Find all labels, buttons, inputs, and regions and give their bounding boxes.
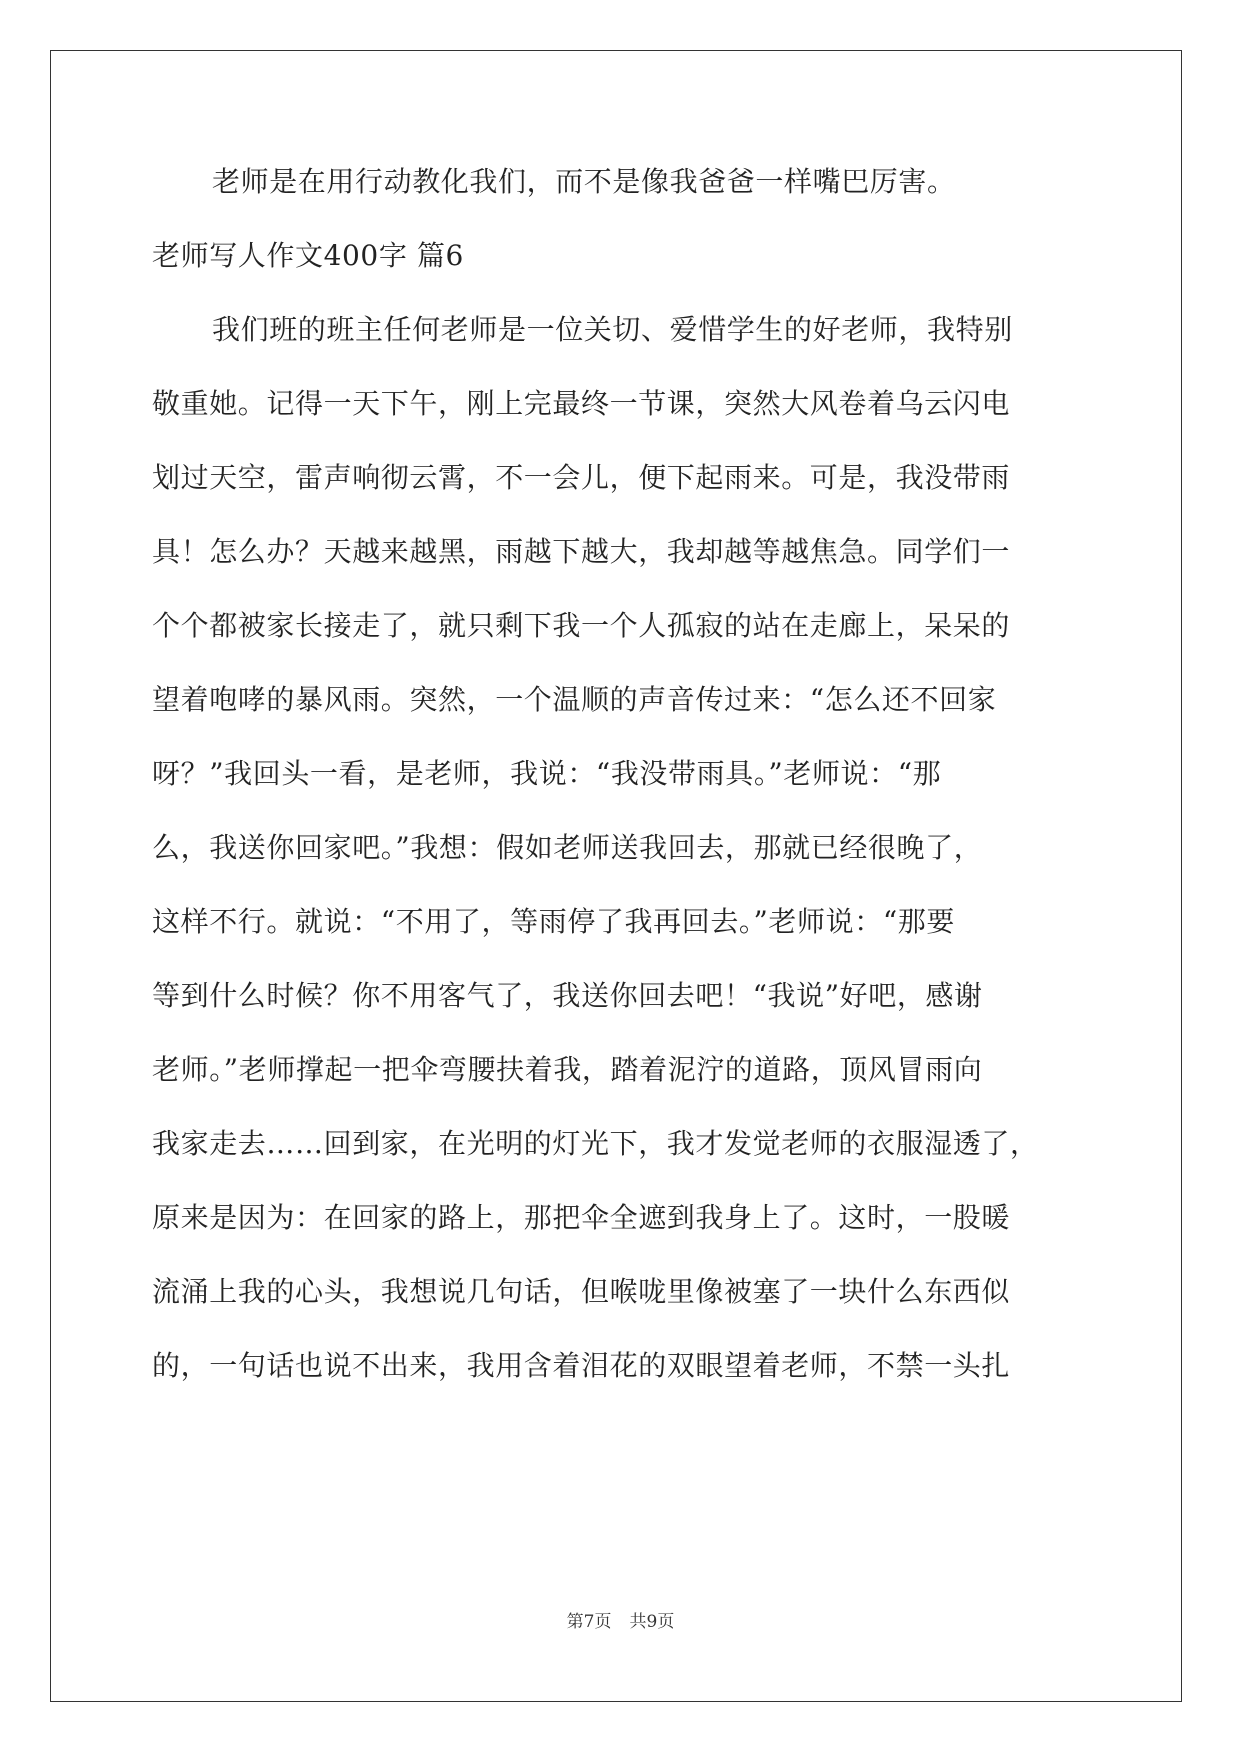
body-line: 个个都被家长接走了，就只剩下我一个人孤寂的站在走廊上，呆呆的 (152, 609, 1011, 642)
body-line: 老师。”老师撑起一把伞弯腰扶着我，踏着泥泞的道路，顶风冒雨向 (152, 1053, 983, 1086)
page-number-current: 第7页 (566, 1612, 612, 1632)
body-line: 等到什么时候？你不用客气了，我送你回去吧！“我说”好吧，感谢 (152, 979, 983, 1012)
body-line: 敬重她。记得一天下午，刚上完最终一节课，突然大风卷着乌云闪电 (152, 387, 1011, 420)
body-line: 么，我送你回家吧。”我想：假如老师送我回去，那就已经很晚了， (152, 831, 983, 864)
body-line: 的，一句话也说不出来，我用含着泪花的双眼望着老师，不禁一头扎 (152, 1349, 1011, 1382)
section-heading: 老师写人作文400字 篇6 (152, 239, 464, 272)
body-line: 划过天空，雷声响彻云霄，不一会儿，便下起雨来。可是，我没带雨 (152, 461, 1011, 494)
page-border (50, 50, 1182, 1702)
page-number-total: 共9页 (629, 1612, 675, 1632)
body-line: 具！怎么办？天越来越黑，雨越下越大，我却越等越焦急。同学们一 (152, 535, 1011, 568)
body-line: 呀？”我回头一看，是老师，我说：“我没带雨具。”老师说：“那 (152, 757, 942, 790)
page-footer (0, 1607, 1241, 1632)
body-line: 我家走去……回到家，在光明的灯光下，我才发觉老师的衣服湿透了， (152, 1127, 1039, 1160)
body-line: 原来是因为：在回家的路上，那把伞全遮到我身上了。这时，一股暖 (152, 1201, 1011, 1234)
body-line: 流涌上我的心头，我想说几句话，但喉咙里像被塞了一块什么东西似 (152, 1275, 1011, 1308)
body-line: 我们班的班主任何老师是一位关切、爱惜学生的好老师，我特别 (212, 313, 1013, 346)
paragraph-text: 老师是在用行动教化我们，而不是像我爸爸一样嘴巴厉害。 (212, 165, 956, 198)
body-line: 这样不行。就说：“不用了，等雨停了我再回去。”老师说：“那要 (152, 905, 955, 938)
body-line: 望着咆哮的暴风雨。突然，一个温顺的声音传过来：“怎么还不回家 (152, 683, 997, 716)
